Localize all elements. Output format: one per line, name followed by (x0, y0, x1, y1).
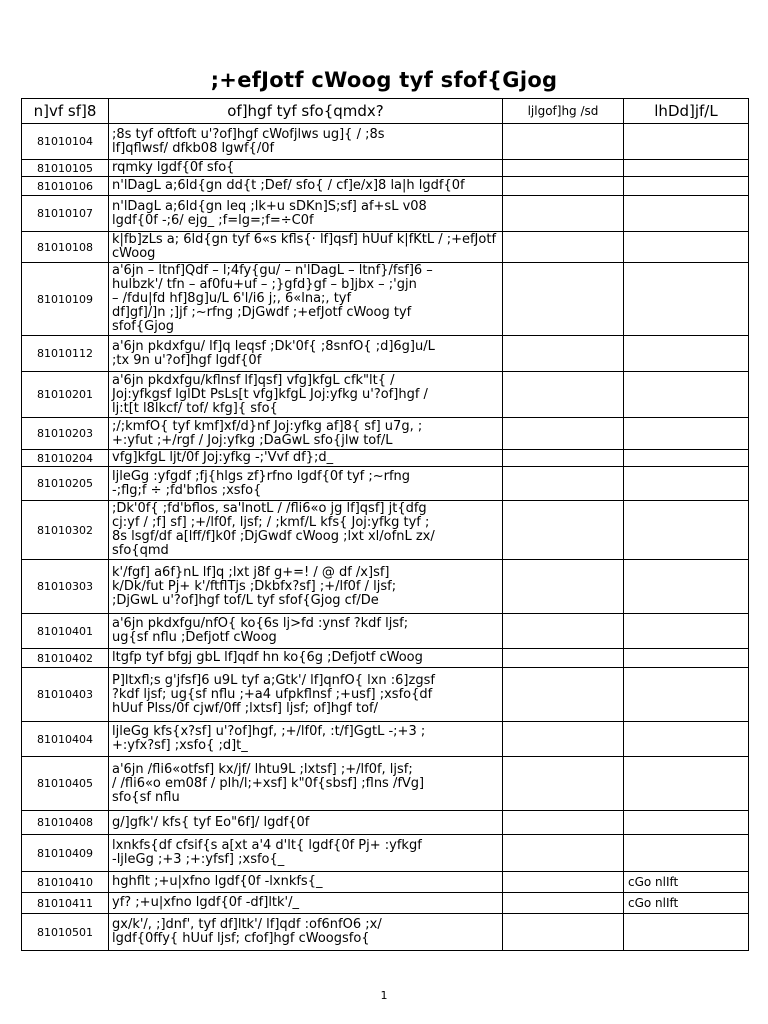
row-description: a'6jn – ltnf]Qdf – l;4fy{gu/ – n'lDagL – ltnf}/fsf]6 – hulbzk'/ tfn – af0fu+uf – ;}gfd}gf – b]jbx – ;'gjn – /fdu|fd hf]8g]u/L 6'l/i6 j;, 6«lna;, tyf df]gf]/]n ;]jf ;~rfng ;DjGwdf ;+efJotf cWoog tyf sfof{Gjog (109, 263, 503, 336)
table-row (22, 811, 749, 835)
row-allocation (503, 835, 624, 872)
table-row (22, 835, 749, 872)
row-description: a'6jn pkdxfgu/nfO{ ko{6s lj>fd :ynsf ?kdf ljsf; ug{sf nflu ;Defjotf cWoog (109, 614, 503, 649)
header-code: n]vf sf]8 (22, 99, 109, 124)
row-description: a'6jn pkdxfgu/kflnsf lf]qsf] vfg]kfgL cfk"lt{ / Joj:yfkgsf lglDt PsLs[t vfg]kfgL Joj:yfkg u'?of]hgf / lj:t[t l8lkcf/ tof/ kfg]{ sfo{ (109, 372, 503, 418)
row-responsibility (624, 614, 749, 649)
row-code: 81010109 (22, 263, 109, 336)
row-description: ljleGg kfs{x?sf] u'?of]hgf, ;+/lf0f, :t/f]GgtL -;+3 ; +:yfx?sf] ;xsfo{ ;d]t_ (109, 722, 503, 757)
row-allocation (503, 124, 624, 160)
row-code: 81010405 (22, 757, 109, 811)
row-code: 81010107 (22, 196, 109, 232)
row-description: n'lDagL a;6ld{gn leq ;lk+u sDKn]S;sf] af+sL v08 lgdf{0f -;6/ ejg_ ;f=lg=;f=÷C0f (109, 196, 503, 232)
table-row (22, 872, 749, 893)
row-responsibility (624, 232, 749, 263)
row-allocation (503, 668, 624, 722)
row-allocation (503, 160, 624, 177)
row-responsibility (624, 336, 749, 372)
row-description: vfg]kfgL ljt/0f Joj:yfkg -;'Vvf df};d_ (109, 450, 503, 467)
table-row (22, 124, 749, 160)
table-row (22, 160, 749, 177)
row-responsibility (624, 914, 749, 951)
row-code: 81010204 (22, 450, 109, 467)
table-row (22, 501, 749, 560)
table-row (22, 914, 749, 951)
plan-table (21, 98, 749, 951)
row-responsibility: cGo nlIft (624, 893, 749, 914)
row-description: n'lDagL a;6ld{gn dd{t ;Def/ sfo{ / cf]e/x]8 la|h lgdf{0f (109, 177, 503, 196)
row-description: rqmky lgdf{0f sfo{ (109, 160, 503, 177)
row-responsibility (624, 418, 749, 450)
row-allocation (503, 196, 624, 232)
row-code: 81010105 (22, 160, 109, 177)
row-code: 81010108 (22, 232, 109, 263)
row-description: gx/k'/, ;]dnf', tyf df]ltk'/ lf]qdf :of6nfO6 ;x/ lgdf{0ffy{ hUuf ljsf; cfof]hgf cWoogsfo{ (109, 914, 503, 951)
row-responsibility (624, 811, 749, 835)
row-allocation (503, 177, 624, 196)
row-description: ljleGg :yfgdf ;fj{hlgs zf}rfno lgdf{0f tyf ;~rfng -;flg;f ÷ ;fd'bflos ;xsfo{ (109, 467, 503, 501)
table-row (22, 263, 749, 336)
row-allocation (503, 872, 624, 893)
row-code: 81010303 (22, 560, 109, 614)
row-allocation (503, 722, 624, 757)
row-responsibility (624, 757, 749, 811)
table-row (22, 722, 749, 757)
row-allocation (503, 263, 624, 336)
table-row (22, 649, 749, 668)
row-description: k'/fgf] a6f}nL lf]q ;lxt j8f g+=! / @ df /x]sf] k/Dk/fut Pj+ k'/ftflTjs ;Dkbfx?sf] ;+/lf0f / ljsf; ;DjGwL u'?of]hgf tof/L tyf sfof{Gjog cf/De (109, 560, 503, 614)
row-responsibility (624, 835, 749, 872)
table-row (22, 177, 749, 196)
row-code: 81010404 (22, 722, 109, 757)
row-description: yf? ;+u|xfno lgdf{0f -df]ltk'/_ (109, 893, 503, 914)
row-responsibility: cGo nlIft (624, 872, 749, 893)
row-allocation (503, 450, 624, 467)
row-description: a'6jn pkdxfgu/ lf]q leqsf ;Dk'0f{ ;8snfO{ ;d]6g]u/L ;tx 9n u'?of]hgf lgdf{0f (109, 336, 503, 372)
table-row (22, 467, 749, 501)
row-code: 81010106 (22, 177, 109, 196)
row-code: 81010203 (22, 418, 109, 450)
row-code: 81010411 (22, 893, 109, 914)
row-description: ;/;kmfO{ tyf kmf]xf/d}nf Joj:yfkg af]8{ sf] u7g, ; +:yfut ;+/rgf / Joj:yfkg ;DaGwL sfo{jlw tof/L (109, 418, 503, 450)
table-row (22, 196, 749, 232)
row-description: g/]gfk'/ kfs{ tyf Eo"6f]/ lgdf{0f (109, 811, 503, 835)
row-responsibility (624, 560, 749, 614)
row-responsibility (624, 124, 749, 160)
table-row (22, 336, 749, 372)
row-responsibility (624, 177, 749, 196)
row-code: 81010408 (22, 811, 109, 835)
table-row (22, 450, 749, 467)
row-description: P]ltxfl;s g'jfsf]6 u9L tyf a;Gtk'/ lf]qnfO{ lxn :6]zgsf ?kdf ljsf; ug{sf nflu ;+a4 ufpkflnsf ;+usf] ;xsfo{df hUuf Plss/0f cjwf/0ff ;lxtsf] ljsf; of]hgf tof/ (109, 668, 503, 722)
row-responsibility (624, 450, 749, 467)
row-allocation (503, 614, 624, 649)
row-code: 81010112 (22, 336, 109, 372)
table-row (22, 560, 749, 614)
row-description: lxnkfs{df cfsif{s a[xt a'4 d'lt{ lgdf{0f Pj+ :yfkgf -ljleGg ;+3 ;+:yfsf] ;xsfo{_ (109, 835, 503, 872)
row-description: ;8s tyf oftfoft u'?of]hgf cWofjlws ug]{ / ;8s lf]qflwsf/ dfkb08 lgwf{/0f (109, 124, 503, 160)
row-allocation (503, 501, 624, 560)
row-allocation (503, 418, 624, 450)
table-row (22, 614, 749, 649)
header-allocation: ljlgof]hg /sd (503, 99, 624, 124)
row-code: 81010401 (22, 614, 109, 649)
table-header-row (22, 99, 749, 124)
header-description: of]hgf tyf sfo{qmdx? (109, 99, 503, 124)
row-description: hghflt ;+u|xfno lgdf{0f -lxnkfs{_ (109, 872, 503, 893)
row-allocation (503, 232, 624, 263)
row-code: 81010402 (22, 649, 109, 668)
row-code: 81010410 (22, 872, 109, 893)
row-allocation (503, 914, 624, 951)
row-allocation (503, 560, 624, 614)
page-title: ;+efJotf cWoog tyf sfof{Gjog (210, 68, 558, 92)
row-code: 81010409 (22, 835, 109, 872)
row-allocation (503, 372, 624, 418)
row-code: 81010104 (22, 124, 109, 160)
row-description: a'6jn /fli6«otfsf] kx/jf/ lhtu9L ;lxtsf] ;+/lf0f, ljsf; / /fli6«o em08f / plh/l;+xsf] k"0f{sbsf] ;flns /fVg] sfo{sf nflu (109, 757, 503, 811)
row-responsibility (624, 372, 749, 418)
table-row (22, 418, 749, 450)
row-responsibility (624, 501, 749, 560)
row-code: 81010403 (22, 668, 109, 722)
table-row (22, 232, 749, 263)
table-row (22, 757, 749, 811)
row-allocation (503, 811, 624, 835)
row-responsibility (624, 668, 749, 722)
row-responsibility (624, 649, 749, 668)
row-responsibility (624, 263, 749, 336)
page-number: 1 (380, 989, 388, 1002)
row-allocation (503, 336, 624, 372)
header-responsibility: lhDd]jf/L (624, 99, 749, 124)
row-allocation (503, 757, 624, 811)
table-row (22, 668, 749, 722)
row-responsibility (624, 722, 749, 757)
table-row (22, 893, 749, 914)
row-responsibility (624, 196, 749, 232)
row-allocation (503, 893, 624, 914)
row-description: k|fb]zLs a; 6ld{gn tyf 6«s kfls{· lf]qsf] hUuf k|fKtL / ;+efJotf cWoog (109, 232, 503, 263)
row-responsibility (624, 160, 749, 177)
row-code: 81010302 (22, 501, 109, 560)
table-row (22, 372, 749, 418)
row-responsibility (624, 467, 749, 501)
row-description: ltgfp tyf bfgj gbL lf]qdf hn ko{6g ;Defjotf cWoog (109, 649, 503, 668)
row-code: 81010201 (22, 372, 109, 418)
row-code: 81010205 (22, 467, 109, 501)
row-code: 81010501 (22, 914, 109, 951)
row-allocation (503, 649, 624, 668)
row-allocation (503, 467, 624, 501)
row-description: ;Dk'0f{ ;fd'bflos, sa'lnotL / /fli6«o jg lf]qsf] jt{dfg cj:yf / ;f] sf] ;+/lf0f, ljsf; / ;kmf/L kfs{ Joj:yfkg tyf ; 8s lsgf/df a[lff/f]k0f ;DjGwdf cWoog ;lxt xl/ofnL zx/ sfo{qmd (109, 501, 503, 560)
